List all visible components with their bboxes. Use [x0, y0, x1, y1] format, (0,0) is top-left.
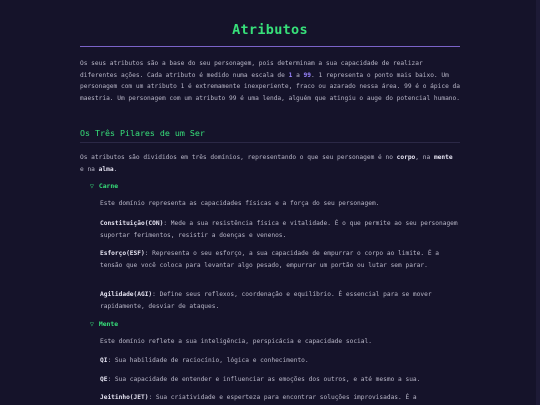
scrollbar[interactable] [536, 0, 540, 405]
attr-key: Agilidade(AGI) [100, 291, 153, 298]
section-intro-4: . [113, 166, 118, 173]
scale-max: 99 [303, 71, 311, 79]
section-intro-3: e na [80, 166, 99, 173]
section-intro-1: Os atributos são divididos em três domínios, representando o que seu personagem é no [80, 154, 397, 161]
keyword-alma: alma [98, 166, 114, 173]
section-intro [80, 152, 460, 176]
page-title: Atributos [232, 22, 308, 38]
domain-carne-title[interactable] [90, 182, 118, 190]
attr-text: : Sua criatividade e esperteza para encontrar soluções improvisadas. É a [148, 394, 417, 401]
attr-jeitinho [100, 392, 460, 404]
attr-text: : Define seus reflexos, coordenação e equilíbrio. É essencial para se mover rapidamente, desviar de ataques. [100, 291, 432, 310]
attr-key: Jeitinho(JET) [100, 394, 149, 401]
domain-mente-title[interactable] [90, 320, 118, 328]
attr-esforco [100, 248, 460, 272]
domain-carne-label: Carne [98, 182, 119, 190]
attr-text: : Representa o seu esforço, a sua capacidade de empurrar o corpo ao limite. É a tensão que você coloca para levantar algo pesado, empurrar um portão ou lutar sem parar. [100, 250, 439, 269]
title-divider [80, 46, 460, 47]
domain-mente-label: Mente [98, 320, 119, 328]
domain-mente-description: Este domínio reflete a sua inteligência, perspicácia e capacidade social. [100, 338, 372, 345]
attr-text: : Sua capacidade de entender e influenciar as emoções dos outros, e até mesmo a sua. [107, 376, 421, 383]
attr-qi [100, 355, 460, 367]
attr-key: QE [100, 376, 108, 383]
section-divider [80, 142, 460, 143]
attr-qe [100, 374, 460, 386]
intro-text-2: . 1 representa o ponto mais baixo. Um personagem com um atributo 1 é extremamente inexperiente, fraco ou azarado nessa área. 99 é o ápice da maestria. Um personagem com um atributo 99 é uma lenda, alguém que atingiu o auge do potencial humano. [80, 71, 460, 102]
attr-key: Constituição(CON) [100, 220, 164, 227]
attr-key: Esforço(ESF) [100, 250, 145, 257]
intro-paragraph [80, 58, 460, 104]
attr-text: : Mede a sua resistência física e vitalidade. É o que permite ao seu personagem suportar ferimentos, resistir a doenças e venenos. [100, 220, 458, 239]
intro-text-mid: a [292, 71, 304, 79]
attr-constituicao [100, 218, 460, 242]
domain-carne-description: Este domínio representa as capacidades físicas e a força do seu personagem. [100, 200, 380, 207]
triangle-down-icon: ▽ [90, 320, 94, 328]
scale-min: 1 [288, 71, 293, 79]
section-intro-2: , na [415, 154, 434, 161]
triangle-down-icon: ▽ [90, 182, 94, 190]
attr-key: QI [100, 357, 108, 364]
keyword-corpo: corpo [396, 154, 416, 161]
attr-agilidade [100, 289, 460, 313]
intro-text-1: Os seus atributos são a base do seu personagem, pois determinam a sua capacidade de realizar diferentes ações. Cada atributo é medido numa escala de [80, 60, 423, 79]
section-title: Os Três Pilares de um Ser [80, 128, 205, 138]
keyword-mente: mente [433, 154, 453, 161]
attr-text: : Sua habilidade de raciocínio, lógica e conhecimento. [107, 357, 309, 364]
